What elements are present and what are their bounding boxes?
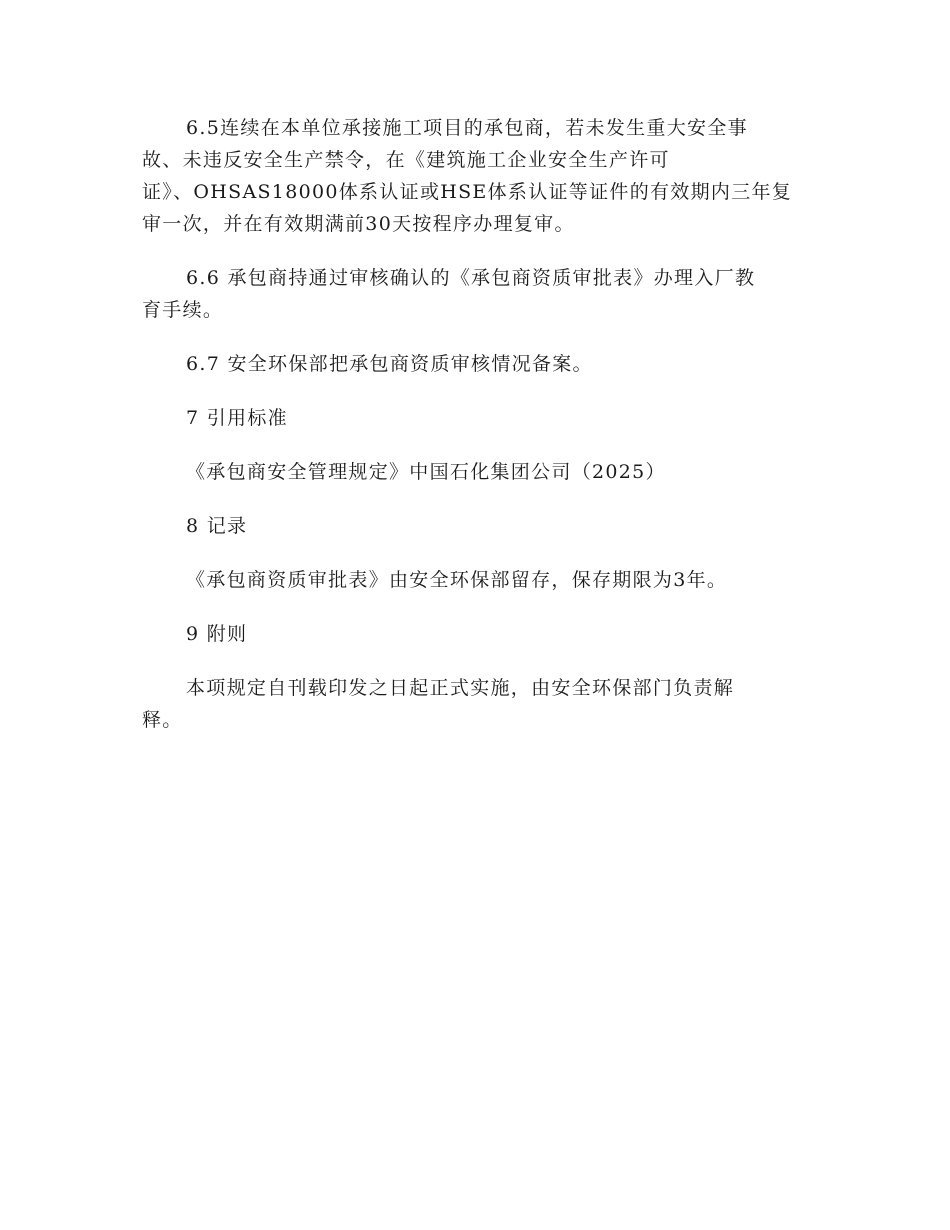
- section-heading-7: [142, 402, 804, 434]
- text-line: 《承包商安全管理规定》中国石化集团公司（2025）: [186, 461, 666, 483]
- text-line: 证》、OHSAS18000体系认证或HSE体系认证等证件的有效期内三年复: [142, 181, 793, 203]
- paragraph-6-6: [142, 262, 804, 326]
- text-line: 故、未违反安全生产禁令，在《建筑施工企业安全生产许可: [142, 149, 670, 171]
- document-page: [142, 112, 804, 758]
- text-line: 8 记录: [186, 515, 248, 537]
- text-line: 6.6 承包商持通过审核确认的《承包商资质审批表》办理入厂教: [186, 267, 756, 289]
- text-line: 9 附则: [186, 623, 248, 645]
- text-line: 本项规定自刊载印发之日起正式实施，由安全环保部门负责解: [186, 677, 735, 699]
- text-line: 《承包商资质审批表》由安全环保部留存，保存期限为3年。: [186, 569, 728, 591]
- text-line: 育手续。: [142, 299, 224, 321]
- text-line: 审一次，并在有效期满前30天按程序办理复审。: [142, 213, 575, 235]
- text-line: 6.7 安全环保部把承包商资质审核情况备案。: [186, 353, 593, 375]
- section-heading-9: [142, 618, 804, 650]
- paragraph-6-7: [142, 348, 804, 380]
- paragraph-records: [142, 564, 804, 596]
- text-line: 6.5连续在本单位承接施工项目的承包商，若未发生重大安全事: [186, 117, 748, 139]
- text-line: 7 引用标准: [186, 407, 288, 429]
- text-line: 释。: [142, 709, 183, 731]
- section-heading-8: [142, 510, 804, 542]
- paragraph-reference-standard: [142, 456, 804, 488]
- paragraph-supplementary: [142, 672, 804, 736]
- paragraph-6-5: [142, 112, 804, 240]
